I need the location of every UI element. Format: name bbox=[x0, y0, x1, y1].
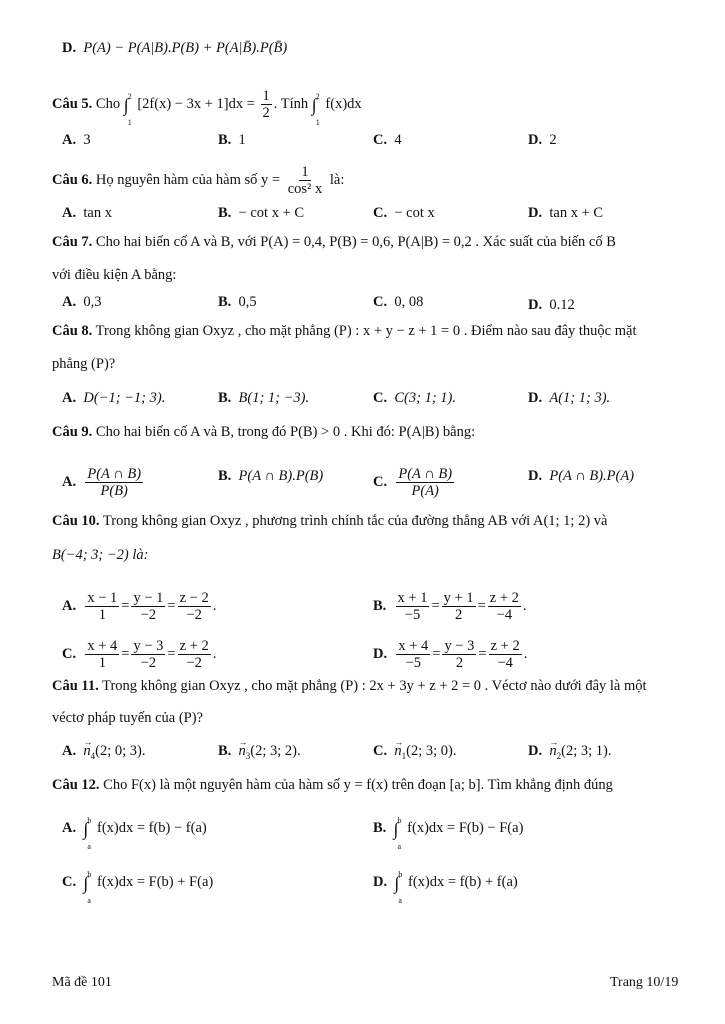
integral-sign: ∫ b a bbox=[393, 815, 402, 851]
question-9: Câu 9. Cho hai biến cố A và B, trong đó P(B) > 0 . Khi đó: P(A|B) bằng: bbox=[52, 424, 476, 440]
q6-option-a[interactable]: A. tan x bbox=[62, 205, 112, 221]
fraction: $\frac{1}{\text{cos² x}}$ bbox=[287, 164, 323, 197]
q12-option-b[interactable]: B. ∫ b a f(x)dx = F(b) − F(a) bbox=[373, 815, 524, 851]
q8-option-d[interactable]: D. A(1; 1; 3). bbox=[528, 390, 611, 406]
q12-option-d[interactable]: D. ∫ b a f(x)dx = f(b) + f(a) bbox=[373, 869, 518, 905]
q5-option-d[interactable]: D. 2 bbox=[528, 132, 557, 148]
question-11: Câu 11. Trong không gian Oxyz , cho mặt phẳng (P) : 2x + 3y + z + 2 = 0 . Véctơ nào dưới đây là một bbox=[52, 678, 647, 694]
page-number: Trang 10/19 bbox=[610, 975, 679, 990]
q9-option-a[interactable]: A. $\frac{P(A \cap B)}{P(B)}$ bbox=[62, 466, 142, 499]
q9-option-d[interactable]: D. P(A ∩ B).P(A) bbox=[528, 468, 635, 484]
fraction: $\frac{P(A \cap B)}{P(A)}$ bbox=[398, 466, 453, 499]
integral-sign: ∫ 2 1 bbox=[123, 91, 132, 127]
q11-option-b[interactable]: B. → $n_3(2$; 3; 2). bbox=[218, 741, 301, 766]
q7-option-a[interactable]: A. 0,3 bbox=[62, 294, 102, 310]
q9-option-c[interactable]: C. $\frac{P(A \cap B)}{P(A)}$ bbox=[373, 466, 453, 499]
q7-option-c[interactable]: C. 0, 08 bbox=[373, 294, 424, 310]
exam-code: Mã đề 101 bbox=[52, 975, 112, 990]
q5-option-c[interactable]: C. 4 bbox=[373, 132, 402, 148]
q12-option-a[interactable]: A. ∫ b a f(x)dx = f(b) − f(a) bbox=[62, 815, 207, 851]
question-12: Câu 12. Cho F(x) là một nguyên hàm của hàm số y = f(x) trên đoạn [a; b]. Tìm khẳng định đúng bbox=[52, 777, 613, 793]
question-10: Câu 10. Trong không gian Oxyz , phương trình chính tắc của đường thẳng AB với A(1; 1; 2) và bbox=[52, 513, 608, 529]
integral-sign: ∫ 2 1 bbox=[311, 91, 320, 127]
q6-option-d[interactable]: D. tan x + C bbox=[528, 205, 604, 221]
question-8: Câu 8. Trong không gian Oxyz , cho mặt phẳng (P) : x + y − z + 1 = 0 . Điểm nào sau đây thuộc mặt bbox=[52, 323, 637, 339]
q12-option-c[interactable]: C. ∫ b a f(x)dx = F(b) + F(a) bbox=[62, 869, 214, 905]
q11-option-c[interactable]: C. → $n_1(2$; 3; 0). bbox=[373, 741, 456, 766]
question-5: Câu 5. Cho ∫ 2 1 [2f(x) − 3x + 1]dx = $\frac{1}{2}$ . Tính ∫ 2 1 f(x)dx bbox=[52, 88, 362, 127]
q6-option-b[interactable]: B. − cot x + C bbox=[218, 205, 305, 221]
q11-option-d[interactable]: D. → $n_2(2$; 3; 1). bbox=[528, 741, 611, 766]
q8-option-c[interactable]: C. C(3; 1; 1). bbox=[373, 390, 456, 406]
q7-option-b[interactable]: B. 0,5 bbox=[218, 294, 257, 310]
q5-option-b[interactable]: B. 1 bbox=[218, 132, 246, 148]
q4-option-d: D. P(A) − P(A|B).P(B) + P(A|B̄).P(B̄) bbox=[62, 40, 288, 56]
question-7: Câu 7. Cho hai biến cố A và B, với P(A) = 0,4, P(B) = 0,6, P(A|B) = 0,2 . Xác suất của biến cố B bbox=[52, 234, 616, 250]
question-10-line2: B(−4; 3; −2) là: bbox=[52, 547, 149, 563]
integral-sign: ∫ b a bbox=[83, 815, 92, 851]
question-11-line2: véctơ pháp tuyến của (P)? bbox=[52, 710, 203, 726]
q8-option-a[interactable]: A. D(−1; −1; 3). bbox=[62, 390, 166, 406]
q10-option-d[interactable]: D. $\frac{x + 4}{-5}$ = $\frac{y - 3}{2}$ = $\frac{z + 2}{-4}$ . bbox=[373, 638, 528, 671]
fraction: $\frac{P(A \cap B)}{P(B)}$ bbox=[87, 466, 142, 499]
question-7-line2: với điều kiện A bằng: bbox=[52, 267, 177, 283]
question-6: Câu 6. Họ nguyên hàm của hàm số y = $\frac{1}{\text{cos² x}}$ là: bbox=[52, 164, 345, 197]
q11-option-a[interactable]: A. → $n_4(2$; 0; 3). bbox=[62, 741, 145, 766]
q10-option-b[interactable]: B. $\frac{x + 1}{-5}$ = $\frac{y + 1}{2}$ = $\frac{z + 2}{-4}$ . bbox=[373, 590, 527, 623]
q7-option-d[interactable]: D. 0.12 bbox=[528, 297, 575, 313]
q9-option-b[interactable]: B. P(A ∩ B).P(B) bbox=[218, 468, 324, 484]
q6-option-c[interactable]: C. − cot x bbox=[373, 205, 435, 221]
q10-option-c[interactable]: C. $\frac{x + 4}{1}$ = $\frac{y - 3}{-2}$ = $\frac{z + 2}{-2}$ . bbox=[62, 638, 217, 671]
q8-option-b[interactable]: B. B(1; 1; −3). bbox=[218, 390, 310, 406]
fraction: $\frac{1}{2}$ bbox=[262, 88, 270, 121]
integral-sign: ∫ b a bbox=[394, 869, 403, 905]
q10-option-a[interactable]: A. $\frac{x - 1}{1}$ = $\frac{y - 1}{-2}$ = $\frac{z - 2}{-2}$ . bbox=[62, 590, 217, 623]
q5-option-a[interactable]: A. 3 bbox=[62, 132, 91, 148]
integral-sign: ∫ b a bbox=[83, 869, 92, 905]
question-8-line2: phẳng (P)? bbox=[52, 356, 116, 372]
